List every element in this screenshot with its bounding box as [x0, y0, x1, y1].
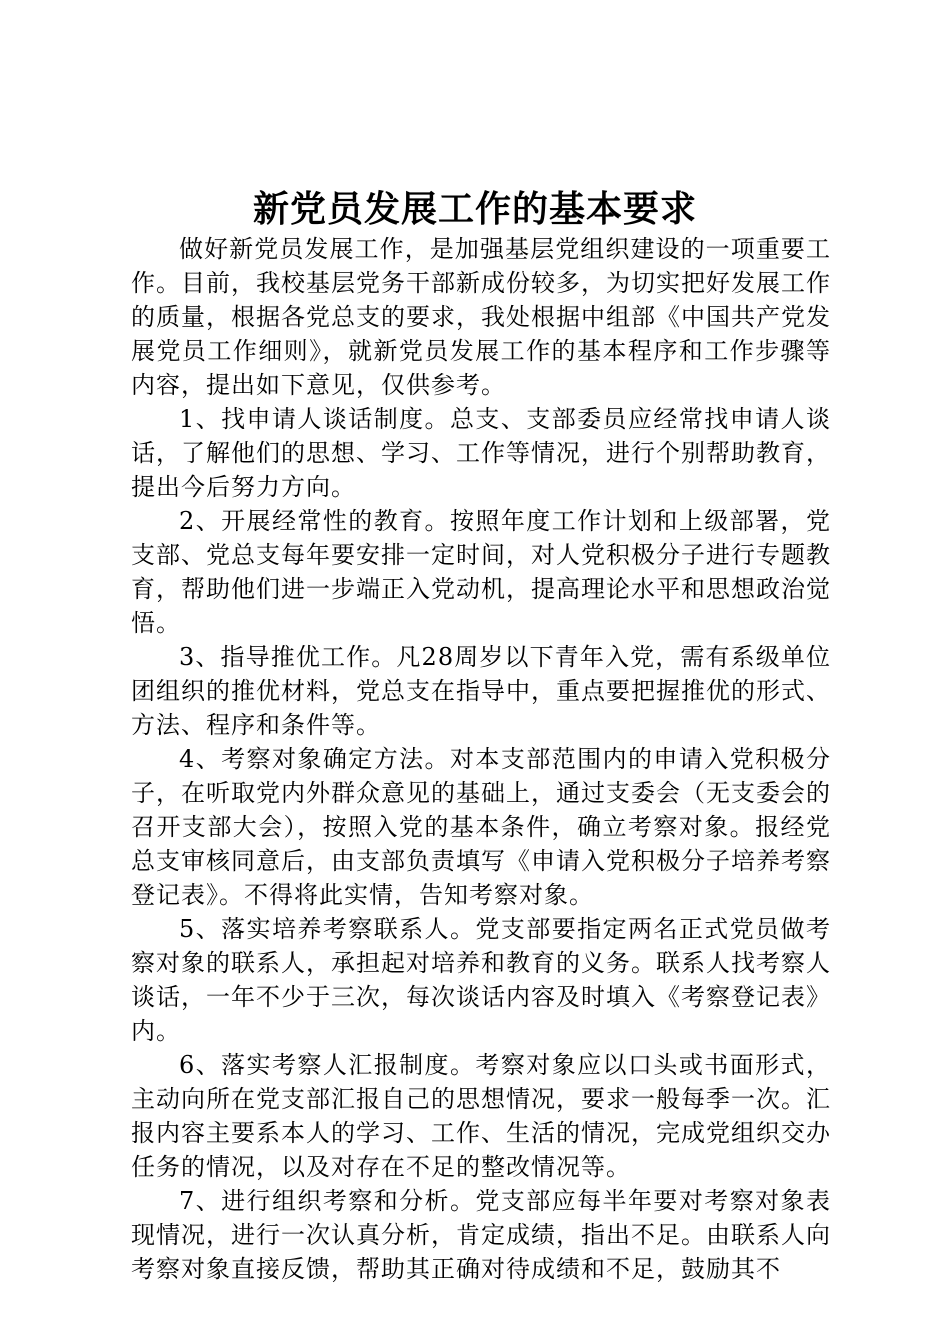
intro-paragraph: 做好新党员发展工作，是加强基层党组织建设的一项重要工作。目前，我校基层党务干部新成份较多，为切实把好发展工作的质量，根据各党总支的要求，我处根据中组部《中国共产党发展党员工作细则》，就新党员发展工作的基本程序和工作步骤等内容，提出如下意见，仅供参考。 [131, 235, 831, 399]
paragraph-item-5: 5、落实培养考察联系人。党支部要指定两名正式党员做考察对象的联系人，承担起对培养和教育的义务。联系人找考察人谈话，一年不少于三次，每次谈话内容及时填入《考察登记表》内。 [131, 915, 831, 1045]
document-title: 新党员发展工作的基本要求 [252, 188, 697, 230]
document-body [131, 232, 831, 1286]
paragraph-item-4: 4、考察对象确定方法。对本支部范围内的申请入党积极分子，在听取党内外群众意见的基础上，通过支委会（无支委会的召开支部大会），按照入党的基本条件，确立考察对象。报经党总支审核同意后，由支部负责填写《申请入党积极分子培养考察登记表》。不得将此实情，告知考察对象。 [131, 745, 831, 909]
paragraph-item-6: 6、落实考察人汇报制度。考察对象应以口头或书面形式，主动向所在党支部汇报自己的思想情况，要求一般每季一次。汇报内容主要系本人的学习、工作、生活的情况，完成党组织交办任务的情况，以及对存在不足的整改情况等。 [131, 1051, 831, 1181]
paragraph-item-1: 1、找申请人谈话制度。总支、支部委员应经常找申请人谈话，了解他们的思想、学习、工作等情况，进行个别帮助教育，提出今后努力方向。 [131, 405, 831, 501]
paragraph-item-2: 2、开展经常性的教育。按照年度工作计划和上级部署，党支部、党总支每年要安排一定时间，对人党积极分子进行专题教育，帮助他们进一步端正入党动机，提高理论水平和思想政治觉悟。 [131, 507, 831, 637]
paragraph-item-7: 7、进行组织考察和分析。党支部应每半年要对考察对象表现情况，进行一次认真分析，肯定成绩，指出不足。由联系人向考察对象直接反馈，帮助其正确对待成绩和不足，鼓励其不 [131, 1187, 831, 1283]
paragraph-item-3: 3、指导推优工作。凡28周岁以下青年入党，需有系级单位团组织的推优材料，党总支在指导中，重点要把握推优的形式、方法、程序和条件等。 [131, 643, 831, 739]
